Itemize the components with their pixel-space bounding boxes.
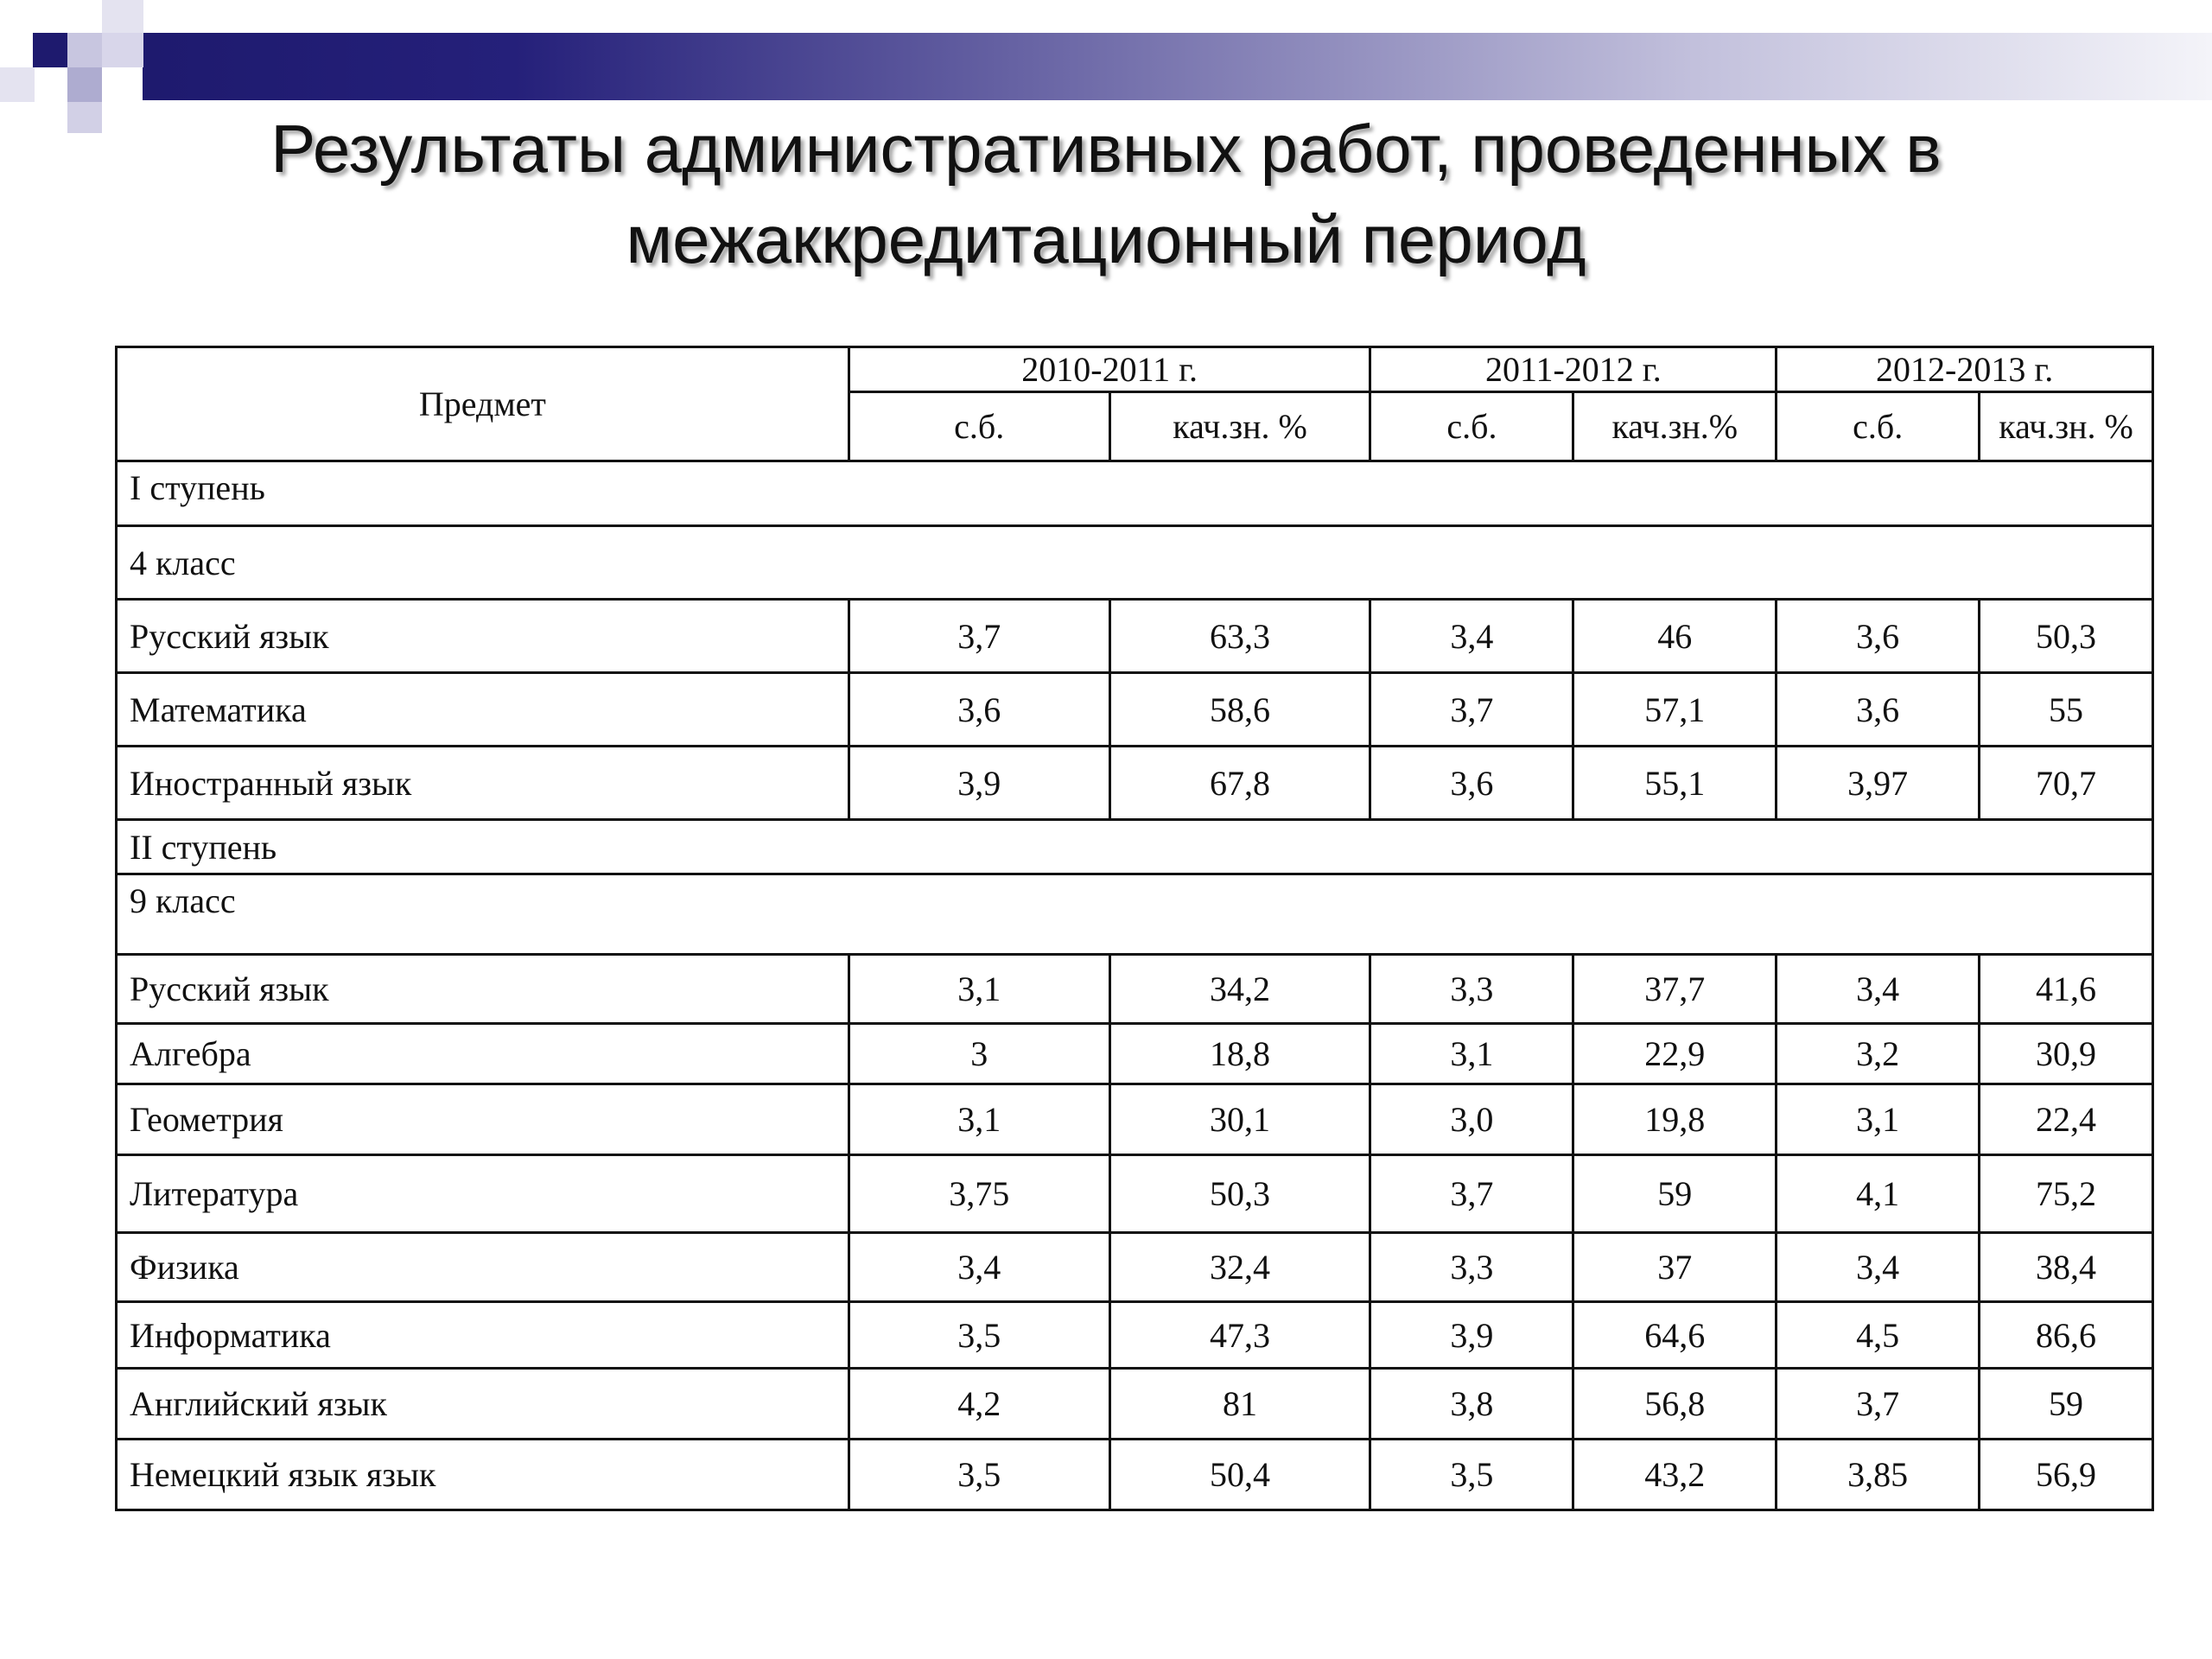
value-cell: 3,5	[1370, 1440, 1573, 1510]
value-cell: 22,4	[1980, 1084, 2153, 1155]
value-cell: 4,2	[849, 1369, 1109, 1440]
value-cell: 41,6	[1980, 955, 2153, 1024]
value-cell: 3,97	[1777, 747, 1980, 820]
table-row	[117, 673, 2153, 747]
value-cell: 50,3	[1109, 1155, 1370, 1233]
page-title-line-1: Результаты административных работ, проведенных в	[270, 111, 1942, 187]
year-header: 2010-2011 г.	[849, 347, 1370, 392]
value-cell: 18,8	[1109, 1024, 1370, 1084]
value-cell: 59	[1980, 1369, 2153, 1440]
subject-cell: Иностранный язык	[117, 747, 849, 820]
table-row	[117, 1302, 2153, 1369]
subject-cell: Русский язык	[117, 955, 849, 1024]
value-cell: 30,9	[1980, 1024, 2153, 1084]
value-cell: 3,8	[1370, 1369, 1573, 1440]
grade-label: 4 класс	[117, 526, 2153, 600]
table-row	[117, 747, 2153, 820]
value-cell: 58,6	[1109, 673, 1370, 747]
subject-cell: Математика	[117, 673, 849, 747]
value-cell: 4,5	[1777, 1302, 1980, 1369]
value-cell: 55	[1980, 673, 2153, 747]
value-cell: 37	[1573, 1233, 1777, 1302]
value-cell: 3,85	[1777, 1440, 1980, 1510]
stage-row	[117, 820, 2153, 874]
year-header: 2011-2012 г.	[1370, 347, 1777, 392]
value-cell: 86,6	[1980, 1302, 2153, 1369]
value-cell: 3,9	[1370, 1302, 1573, 1369]
value-cell: 67,8	[1109, 747, 1370, 820]
subject-cell: Английский язык	[117, 1369, 849, 1440]
value-cell: 19,8	[1573, 1084, 1777, 1155]
value-cell: 38,4	[1980, 1233, 2153, 1302]
value-cell: 3,5	[849, 1440, 1109, 1510]
value-cell: 56,8	[1573, 1369, 1777, 1440]
value-cell: 3,75	[849, 1155, 1109, 1233]
value-cell: 55,1	[1573, 747, 1777, 820]
table-row	[117, 955, 2153, 1024]
value-cell: 50,3	[1980, 600, 2153, 673]
value-cell: 43,2	[1573, 1440, 1777, 1510]
value-cell: 63,3	[1109, 600, 1370, 673]
value-cell: 3,4	[1777, 1233, 1980, 1302]
value-cell: 3,3	[1370, 1233, 1573, 1302]
value-cell: 3,9	[849, 747, 1109, 820]
value-cell: 3,3	[1370, 955, 1573, 1024]
value-cell: 3,6	[1370, 747, 1573, 820]
table-row	[117, 1155, 2153, 1233]
value-cell: 3,2	[1777, 1024, 1980, 1084]
value-cell: 30,1	[1109, 1084, 1370, 1155]
value-cell: 3,1	[1370, 1024, 1573, 1084]
value-cell: 3,4	[1370, 600, 1573, 673]
value-cell: 34,2	[1109, 955, 1370, 1024]
value-cell: 3,4	[1777, 955, 1980, 1024]
subject-cell: Литература	[117, 1155, 849, 1233]
decor-square-light	[102, 0, 143, 33]
value-cell: 4,1	[1777, 1155, 1980, 1233]
table-row	[117, 1440, 2153, 1510]
value-cell: 3,6	[849, 673, 1109, 747]
grade-row	[117, 874, 2153, 955]
table-row	[117, 600, 2153, 673]
value-cell: 3,1	[849, 1084, 1109, 1155]
value-cell: 3,7	[1777, 1369, 1980, 1440]
subject-cell: Немецкий язык язык	[117, 1440, 849, 1510]
table-row	[117, 1084, 2153, 1155]
year-header: 2012-2013 г.	[1777, 347, 2153, 392]
table-row	[117, 1024, 2153, 1084]
page-title-line-2: межаккредитационный период	[626, 201, 1586, 277]
table-row	[117, 1233, 2153, 1302]
value-cell: 81	[1109, 1369, 1370, 1440]
results-table	[115, 346, 2154, 1511]
value-cell: 3,1	[849, 955, 1109, 1024]
subject-cell: Информатика	[117, 1302, 849, 1369]
metric-header: с.б.	[1370, 392, 1573, 461]
header-row-years	[117, 347, 2153, 392]
value-cell: 3,1	[1777, 1084, 1980, 1155]
header-gradient-bar	[143, 33, 2212, 100]
decor-square-light	[67, 33, 102, 67]
value-cell: 3	[849, 1024, 1109, 1084]
value-cell: 37,7	[1573, 955, 1777, 1024]
value-cell: 3,4	[849, 1233, 1109, 1302]
value-cell: 22,9	[1573, 1024, 1777, 1084]
subject-header: Предмет	[117, 347, 849, 461]
value-cell: 75,2	[1980, 1155, 2153, 1233]
decor-square-mid	[67, 67, 102, 102]
value-cell: 3,6	[1777, 673, 1980, 747]
value-cell: 50,4	[1109, 1440, 1370, 1510]
value-cell: 56,9	[1980, 1440, 2153, 1510]
subject-cell: Алгебра	[117, 1024, 849, 1084]
metric-header: с.б.	[1777, 392, 1980, 461]
value-cell: 3,5	[849, 1302, 1109, 1369]
stage-label: I ступень	[117, 461, 2153, 526]
value-cell: 3,6	[1777, 600, 1980, 673]
stage-row	[117, 461, 2153, 526]
grade-label: 9 класс	[117, 874, 2153, 955]
value-cell: 32,4	[1109, 1233, 1370, 1302]
value-cell: 64,6	[1573, 1302, 1777, 1369]
subject-cell: Физика	[117, 1233, 849, 1302]
grade-row	[117, 526, 2153, 600]
subject-cell: Русский язык	[117, 600, 849, 673]
value-cell: 3,7	[849, 600, 1109, 673]
value-cell: 3,0	[1370, 1084, 1573, 1155]
value-cell: 70,7	[1980, 747, 2153, 820]
decor-square-light	[0, 67, 35, 102]
page-title	[0, 104, 2212, 285]
decor-square-navy	[33, 33, 67, 67]
metric-header: с.б.	[849, 392, 1109, 461]
value-cell: 3,7	[1370, 673, 1573, 747]
value-cell: 57,1	[1573, 673, 1777, 747]
value-cell: 3,7	[1370, 1155, 1573, 1233]
stage-label: II ступень	[117, 820, 2153, 874]
subject-cell: Геометрия	[117, 1084, 849, 1155]
metric-header: кач.зн.%	[1573, 392, 1777, 461]
metric-header: кач.зн. %	[1980, 392, 2153, 461]
decor-square-light	[102, 33, 143, 67]
value-cell: 46	[1573, 600, 1777, 673]
table-row	[117, 1369, 2153, 1440]
metric-header: кач.зн. %	[1109, 392, 1370, 461]
value-cell: 47,3	[1109, 1302, 1370, 1369]
value-cell: 59	[1573, 1155, 1777, 1233]
